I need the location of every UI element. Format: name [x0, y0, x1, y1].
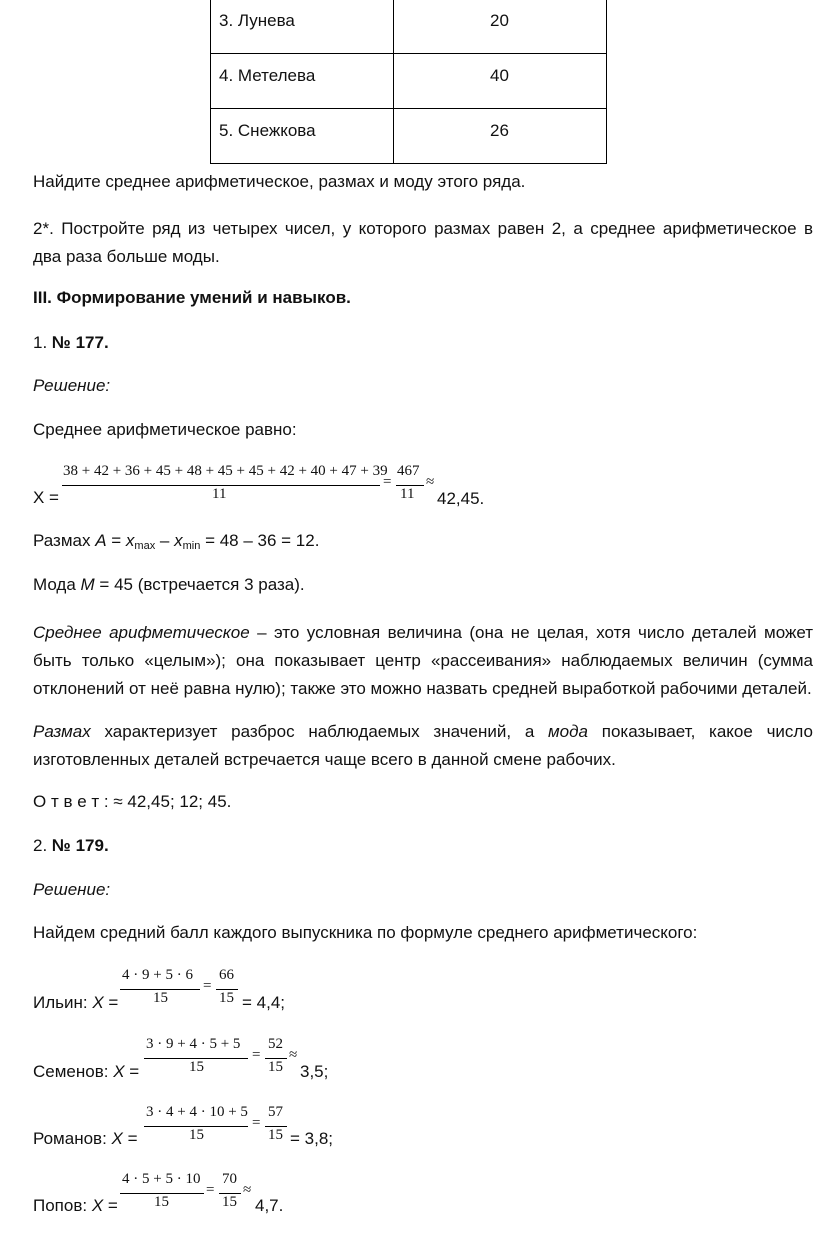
student-numerator2: 57 — [268, 1104, 283, 1120]
range-min-sub: min — [182, 540, 201, 552]
table-row — [211, 0, 607, 54]
student-denominator2: 15 — [219, 990, 234, 1006]
range-x-max: x — [125, 531, 135, 550]
student-numerator2: 66 — [219, 967, 234, 983]
table-cell-name: 3. Лунева — [211, 0, 394, 54]
student-result: 4,7. — [255, 1196, 284, 1215]
mode-label: Мода — [33, 575, 81, 594]
student-result: = 4,4; — [242, 993, 286, 1012]
student-label: Семенов: X = — [33, 1062, 140, 1081]
stats-table — [210, 0, 607, 164]
table-cell-value: 26 — [394, 109, 607, 164]
paragraph-mean-line3: отклонений от неё равна нулю); также это можно назвать средней выработкой рабочими деталей. — [33, 679, 812, 698]
range-x-min: x — [174, 531, 183, 550]
answer-line — [33, 792, 231, 812]
student-denominator2: 15 — [268, 1059, 283, 1075]
range-symbol: A — [95, 531, 107, 550]
student-label: Попов: X = — [33, 1196, 118, 1215]
term-mode: мода — [548, 722, 588, 741]
student-numerator: 4 · 9 + 5 · 6 — [122, 967, 193, 983]
range-line — [33, 531, 319, 552]
table-row — [211, 54, 607, 109]
mode-tail: = 45 (встречается 3 раза). — [94, 575, 305, 594]
section-heading: III. Формирование умений и навыков. — [33, 288, 351, 307]
exercise-number-prefix: 1. — [33, 333, 48, 352]
range-tail: = 48 – 36 = 12. — [200, 531, 320, 550]
range-minus: – — [155, 531, 175, 550]
answer-text: ≈ 42,45; 12; 45. — [108, 792, 232, 811]
mode-line — [33, 575, 305, 595]
table-row — [211, 109, 607, 164]
table-cell-name: 4. Метелева — [211, 54, 394, 109]
formula-label: X = — [33, 488, 59, 507]
range-eq: = — [106, 531, 126, 550]
term-range: Размах — [33, 722, 91, 741]
term-mean: Среднее арифметическое — [33, 623, 250, 642]
paragraph-mean-line1 — [33, 619, 813, 647]
mode-symbol: M — [80, 575, 95, 594]
fraction2-denominator: 11 — [400, 486, 415, 502]
approx-sign: ≈ — [426, 474, 435, 490]
exercise-number-prefix: 2. — [33, 836, 48, 855]
student-numerator2: 70 — [222, 1171, 237, 1187]
task1-text: Найдите среднее арифметическое, размах и моду этого ряда. — [33, 172, 526, 191]
paragraph-mean-line2: быть только «целым»); она показывает центр «рассеивания» наблюдаемых величин (сумма — [33, 651, 813, 670]
equals-sign: = — [203, 978, 212, 994]
student-denominator: 15 — [154, 1194, 169, 1210]
student-denominator2: 15 — [222, 1194, 237, 1210]
student-label: Ильин: X = — [33, 993, 119, 1012]
student-numerator2: 52 — [268, 1036, 283, 1052]
student-denominator2: 15 — [268, 1127, 283, 1143]
solution-label: Решение: — [33, 376, 111, 395]
task2-line1: 2*. Постройте ряд из четырех чисел, у которого размах равен 2, а среднее арифметическое в — [33, 219, 813, 238]
student-numerator: 3 · 9 + 4 · 5 + 5 — [146, 1036, 241, 1052]
table-cell-value: 40 — [394, 54, 607, 109]
student-denominator: 15 — [153, 990, 168, 1006]
approx-sign: ≈ — [289, 1047, 298, 1063]
formula-result: 42,45. — [437, 489, 485, 508]
equals-sign: = — [252, 1047, 261, 1063]
student-intro: Найдем средний балл каждого выпускника по формуле среднего арифметического: — [33, 923, 698, 942]
paragraph-text: показывает, какое число — [588, 722, 813, 741]
formula-numerator: 38 + 42 + 36 + 45 + 48 + 45 + 45 + 42 + 40 + 47 + 39 — [63, 463, 388, 479]
equals-sign: = — [383, 474, 392, 490]
paragraph-range-line2: изготовленных деталей встречается чаще всего в данной смене рабочих. — [33, 750, 616, 769]
range-label: Размах — [33, 531, 96, 550]
student-numerator: 3 · 4 + 4 · 10 + 5 — [146, 1104, 248, 1120]
answer-label: О т в е т : — [33, 792, 109, 811]
exercise-2-heading — [33, 836, 109, 856]
student-numerator: 4 · 5 + 5 · 10 — [122, 1171, 201, 1187]
range-max-sub: max — [134, 540, 156, 552]
student-result: = 3,8; — [290, 1129, 334, 1148]
table-cell-name: 5. Снежкова — [211, 109, 394, 164]
approx-sign: ≈ — [243, 1182, 252, 1198]
exercise-number: № 179. — [51, 836, 109, 855]
equals-sign: = — [252, 1115, 261, 1131]
exercise-number: № 177. — [51, 333, 109, 352]
table-cell-value: 20 — [394, 0, 607, 54]
student-denominator: 15 — [189, 1127, 204, 1143]
task2-line2: два раза больше моды. — [33, 247, 220, 266]
student-result: 3,5; — [300, 1062, 329, 1081]
paragraph-text: характеризует разброс наблюдаемых значений, а — [90, 722, 549, 741]
formula-denominator: 11 — [212, 486, 227, 502]
student-denominator: 15 — [189, 1059, 204, 1075]
student-label: Романов: X = — [33, 1129, 138, 1148]
fraction2-numerator: 467 — [397, 463, 420, 479]
exercise-1-heading — [33, 333, 109, 353]
mean-intro: Среднее арифметическое равно: — [33, 420, 297, 439]
paragraph-range-line1 — [33, 718, 813, 746]
solution-label: Решение: — [33, 880, 111, 899]
equals-sign: = — [206, 1182, 215, 1198]
paragraph-text: – это условная величина (она не целая, хотя число деталей может — [249, 623, 814, 642]
